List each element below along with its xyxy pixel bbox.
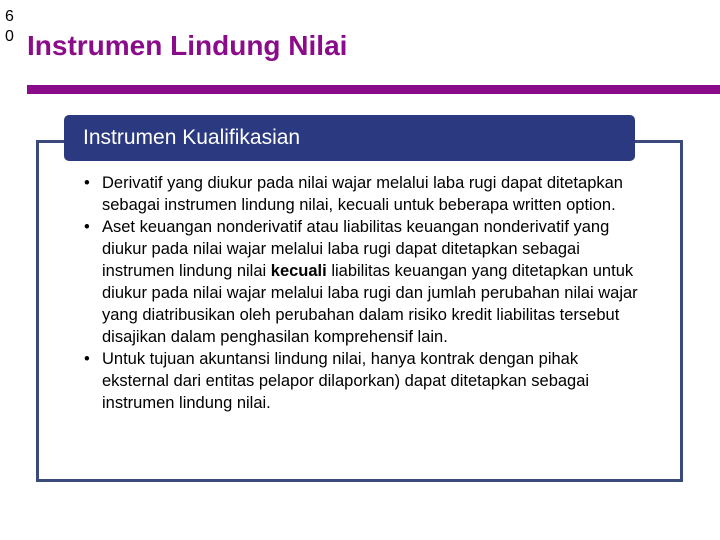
slide-number-digit-1: 6	[5, 8, 14, 25]
bullet-list	[84, 172, 644, 414]
bullet-item-1	[84, 172, 644, 216]
bullet-point-1: •	[84, 174, 90, 192]
bullet-text-2-emphasis: kecuali	[270, 262, 327, 280]
title-underline-bar	[27, 85, 720, 94]
bullet-point-2: •	[84, 218, 90, 236]
bullet-item-2	[84, 216, 644, 348]
bullet-text-3: Untuk tujuan akuntansi lindung nilai, hanya kontrak dengan pihak eksternal dari entitas pelapor dilaporkan) dapat ditetapkan sebagai instrumen lindung nilai.	[102, 350, 590, 412]
section-header	[64, 115, 635, 161]
bullet-point-3: •	[84, 350, 90, 368]
bullet-text-2-after: liabilitas keuangan yang ditetapkan untuk diukur pada nilai wajar melalui laba rugi dan jumlah perubahan nilai wajar yang diatribusikan oleh perubahan dalam risiko kredit liabilitas tersebut disajikan dalam penghasilan komprehensif lain.	[102, 262, 638, 346]
section-header-label: Instrumen Kualifikasian	[83, 126, 301, 149]
slide-number	[5, 7, 19, 47]
bullet-text-2-before: Aset keuangan nonderivatif atau liabilitas keuangan nonderivatif yang diukur pada nilai wajar melalui laba rugi dapat ditetapkan sebagai instrumen lindung nilai	[102, 218, 610, 280]
bullet-text-1: Derivatif yang diukur pada nilai wajar melalui laba rugi dapat ditetapkan sebagai instrumen lindung nilai, kecuali untuk beberapa written option.	[102, 174, 623, 214]
page-title: Instrumen Lindung Nilai	[27, 30, 348, 61]
slide-number-digit-2: 0	[5, 28, 14, 45]
bullet-item-3	[84, 348, 644, 414]
